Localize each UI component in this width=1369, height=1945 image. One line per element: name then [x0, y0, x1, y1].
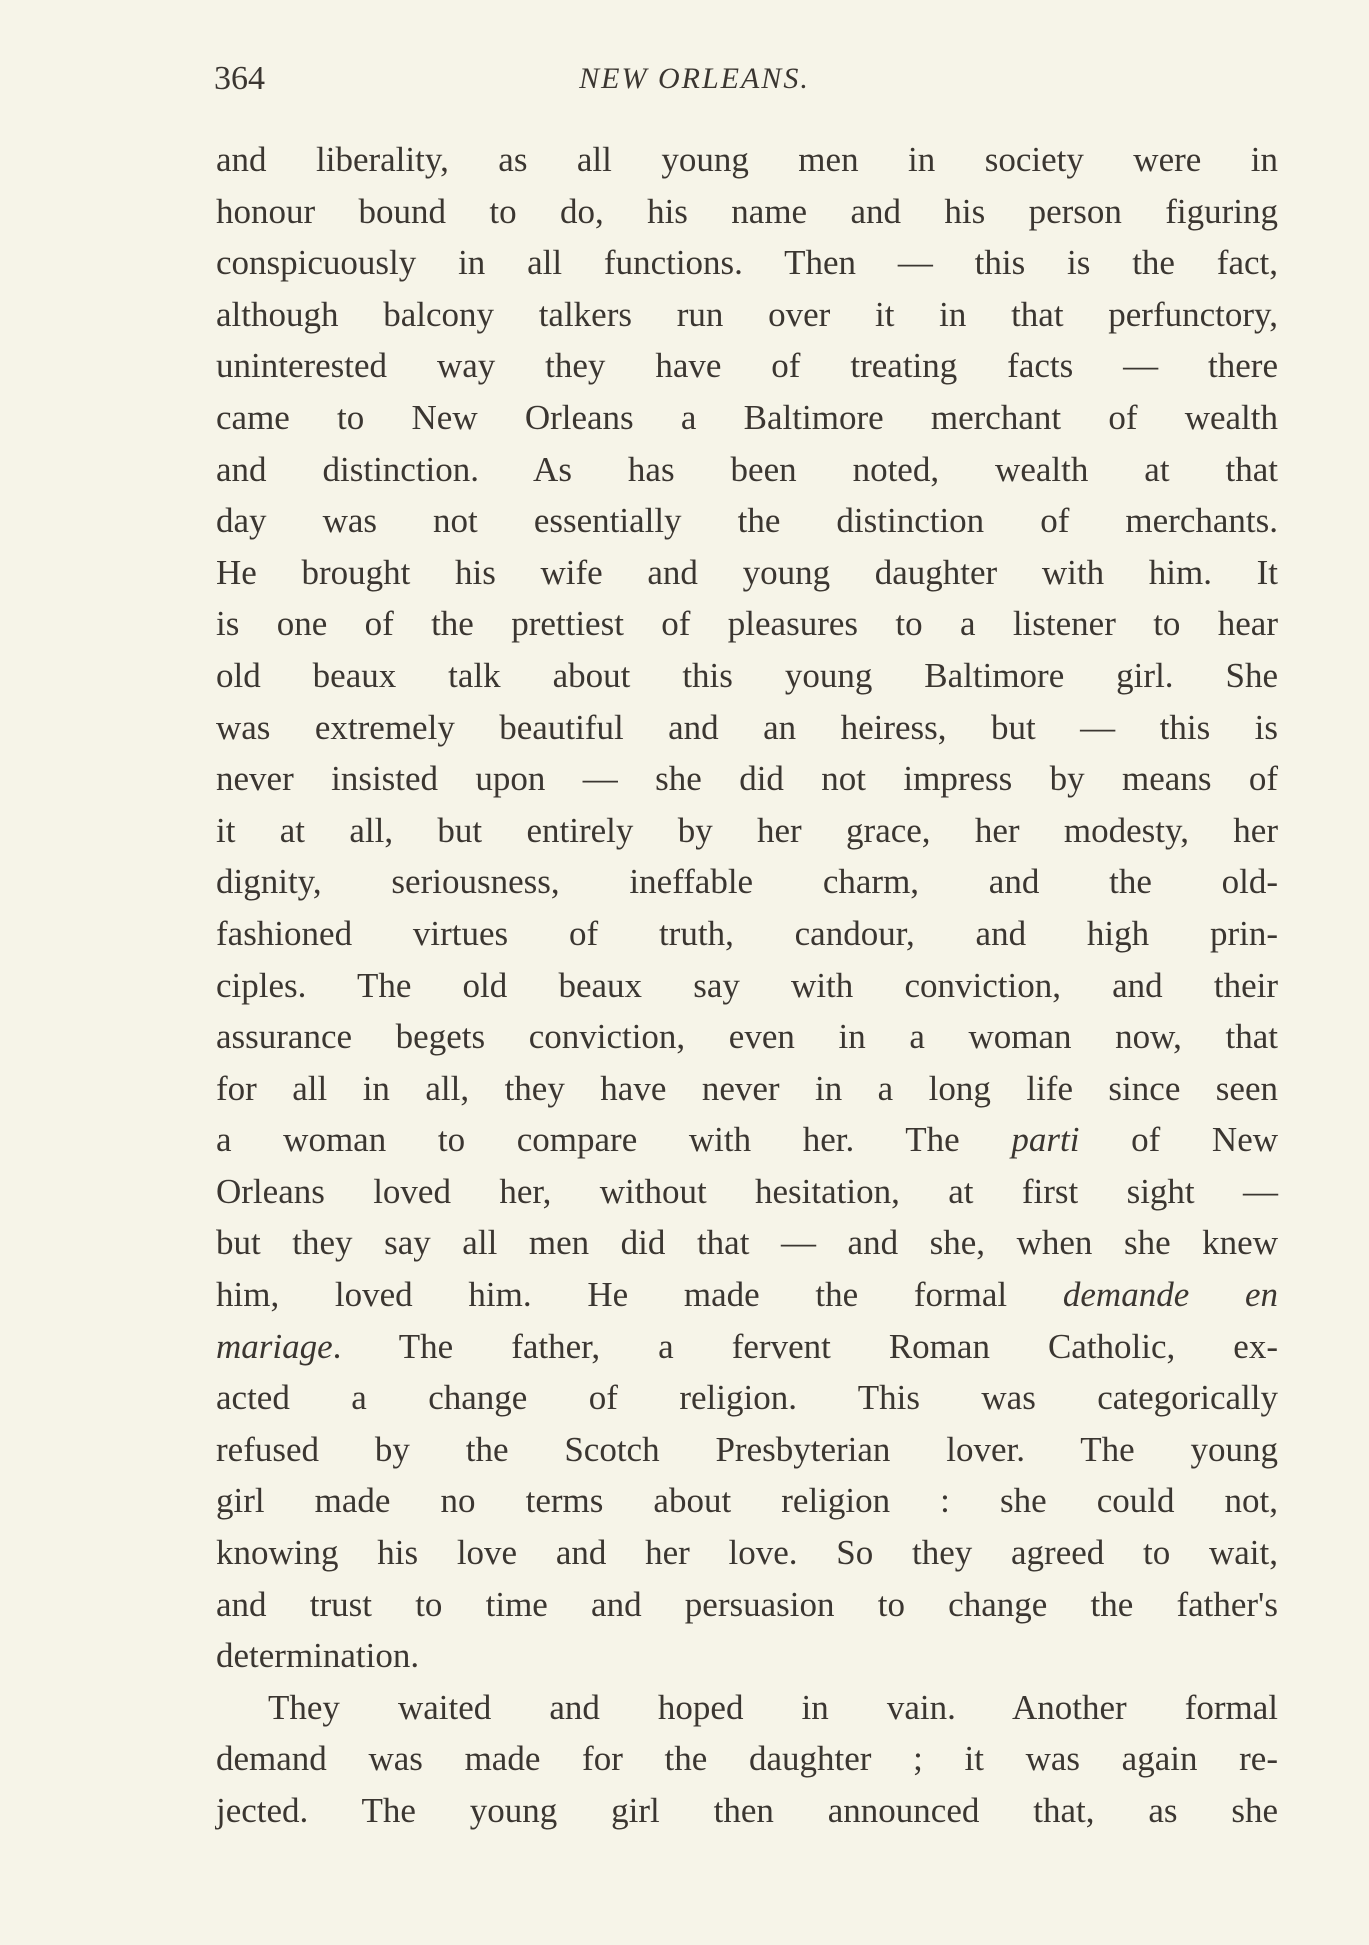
text-segment: a woman to compare with her. The: [216, 1120, 1012, 1160]
text-segment: assurance begets conviction, even in a woman now, that: [216, 1017, 1278, 1057]
text-segment: never insisted upon — she did not impress by means of: [216, 759, 1278, 799]
text-line: [216, 392, 1278, 444]
italic-text: parti: [1011, 1120, 1080, 1160]
text-segment: him, loved him. He made the formal: [216, 1275, 1063, 1315]
text-line: [216, 289, 1278, 341]
text-segment: He brought his wife and young daughter with him. It: [216, 552, 1278, 592]
text-segment: and liberality, as all young men in society were in: [216, 140, 1278, 179]
text-line: [216, 702, 1278, 754]
text-line: [216, 1321, 1278, 1373]
text-line: [216, 598, 1278, 650]
text-line: [216, 650, 1278, 702]
text-segment: honour bound to do, his name and his person figuring: [216, 191, 1278, 231]
text-segment: fashioned virtues of truth, candour, and high prin-: [216, 913, 1278, 953]
text-segment: was extremely beautiful and an heiress, but — this is: [216, 707, 1278, 747]
text-segment: refused by the Scotch Presbyterian lover. The young: [216, 1429, 1278, 1469]
text-line: [216, 908, 1278, 960]
text-line: [216, 186, 1278, 238]
text-line: [216, 1733, 1278, 1785]
text-line: [216, 340, 1278, 392]
text-segment: and distinction. As has been noted, wealth at that: [216, 449, 1278, 489]
text-line: [216, 1269, 1278, 1321]
text-line: [216, 1424, 1278, 1476]
text-segment: of New: [1079, 1120, 1279, 1160]
text-segment: acted a change of religion. This was categorically: [216, 1378, 1278, 1418]
text-line: [216, 960, 1278, 1012]
text-segment: and trust to time and persuasion to change the father's: [216, 1584, 1278, 1624]
text-line: [216, 1527, 1278, 1579]
text-line: [216, 237, 1278, 289]
text-line: [216, 1630, 1278, 1682]
text-line: [216, 805, 1278, 857]
running-title: NEW ORLEANS.: [579, 62, 810, 95]
text-segment: knowing his love and her love. So they agreed to wait,: [216, 1533, 1278, 1573]
text-line: [216, 444, 1278, 496]
text-segment: it at all, but entirely by her grace, her modesty, her: [216, 810, 1278, 850]
page-number: 364: [214, 60, 265, 97]
italic-text: mariage: [216, 1326, 333, 1366]
text-segment: for all in all, they have never in a long life since seen: [216, 1068, 1278, 1108]
text-line: [216, 1011, 1278, 1063]
text-line: [216, 1785, 1278, 1837]
text-line: [216, 1114, 1278, 1166]
text-line: [216, 1166, 1278, 1218]
text-line: [216, 753, 1278, 805]
text-line: [216, 547, 1278, 599]
text-segment: came to New Orleans a Baltimore merchant of wealth: [216, 397, 1278, 437]
text-segment: jected. The young girl then announced that, as she: [216, 1791, 1278, 1830]
text-segment: conspicuously in all functions. Then — this is the fact,: [216, 243, 1278, 283]
text-segment: Orleans loved her, without hesitation, at first sight —: [216, 1171, 1278, 1211]
text-segment: . The father, a fervent Roman Catholic, ex-: [332, 1326, 1278, 1366]
text-line: [216, 1475, 1278, 1527]
text-line: [216, 495, 1278, 547]
text-line: [216, 856, 1278, 908]
italic-text: demande en: [1062, 1275, 1278, 1315]
text-segment: uninterested way they have of treating facts — there: [216, 346, 1278, 386]
text-segment: is one of the prettiest of pleasures to a listener to hear: [216, 604, 1278, 644]
text-segment: demand was made for the daughter ; it was again re-: [216, 1739, 1278, 1779]
text-line: [216, 1682, 1278, 1734]
body-text: [216, 134, 1278, 1837]
text-segment: but they say all men did that — and she, when she knew: [216, 1223, 1278, 1263]
text-segment: determination.: [216, 1636, 420, 1676]
text-line: [216, 134, 1278, 186]
text-segment: ciples. The old beaux say with conviction, and their: [216, 965, 1278, 1005]
text-segment: They waited and hoped in vain. Another formal: [268, 1687, 1278, 1727]
text-line: [216, 1217, 1278, 1269]
text-segment: day was not essentially the distinction of merchants.: [216, 501, 1278, 541]
text-segment: dignity, seriousness, ineffable charm, and the old-: [216, 862, 1278, 902]
text-line: [216, 1579, 1278, 1631]
text-segment: girl made no terms about religion : she could not,: [216, 1481, 1278, 1521]
text-line: [216, 1372, 1278, 1424]
text-segment: although balcony talkers run over it in that perfunctory,: [216, 294, 1278, 334]
text-line: [216, 1063, 1278, 1115]
text-segment: old beaux talk about this young Baltimore girl. She: [216, 655, 1278, 695]
